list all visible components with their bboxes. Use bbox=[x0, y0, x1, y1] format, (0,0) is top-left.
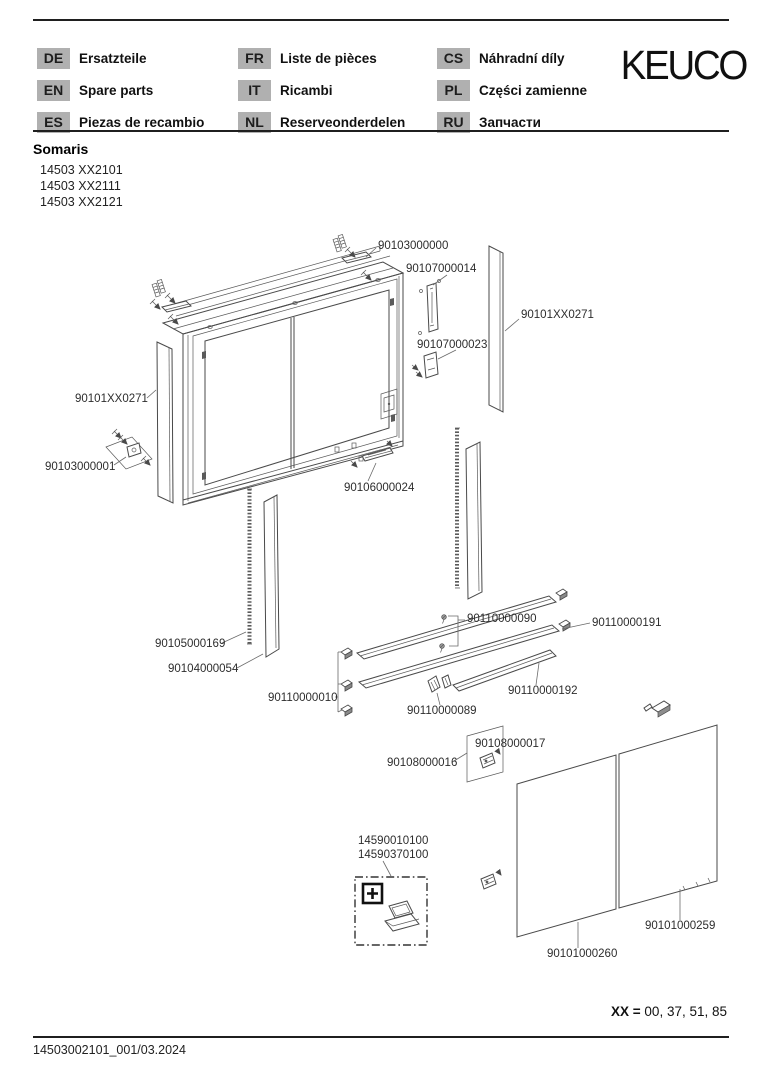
part-label-14590010100: 14590010100 bbox=[358, 835, 429, 847]
hinge-part-90107000014 bbox=[419, 275, 448, 335]
mirror-door-right bbox=[619, 725, 717, 908]
lang-tag-pl: PL bbox=[437, 80, 470, 101]
variants-values: 00, 37, 51, 85 bbox=[644, 1004, 727, 1019]
part-label-90107000023: 90107000023 bbox=[417, 339, 488, 351]
side-panel-left bbox=[147, 342, 173, 503]
lang-label-de: Ersatzteile bbox=[79, 50, 147, 66]
side-panel-right bbox=[489, 246, 519, 412]
model-code: 14503 XX2111 bbox=[40, 179, 121, 193]
anchor-sleeve-icon bbox=[332, 234, 347, 252]
lang-tag-de: DE bbox=[37, 48, 70, 69]
part-label-90108000017: 90108000017 bbox=[475, 738, 546, 750]
plus-icon bbox=[363, 884, 382, 903]
lang-tag-fr: FR bbox=[238, 48, 271, 69]
finish-variants bbox=[611, 1004, 727, 1019]
lang-label-pl: Części zamienne bbox=[479, 82, 588, 98]
lang-tag-it: IT bbox=[238, 80, 271, 101]
part-label-90110000192: 90110000192 bbox=[508, 685, 578, 697]
model-code: 14503 XX2101 bbox=[40, 163, 123, 177]
part-label-90110000010: 90110000010 bbox=[268, 692, 338, 704]
led-strip-left bbox=[247, 489, 252, 644]
led-strip-right bbox=[455, 428, 460, 588]
mirror-doors bbox=[517, 725, 717, 948]
lang-label-cs: Náhradní díly bbox=[479, 50, 565, 66]
bottom-border-rule bbox=[33, 1036, 729, 1038]
lang-tag-es: ES bbox=[37, 112, 70, 133]
part-label-90101XX0271-right: 90101XX0271 bbox=[521, 309, 594, 321]
part-label-90101XX0271-left: 90101XX0271 bbox=[75, 393, 148, 405]
part-label-14590370100: 14590370100 bbox=[358, 849, 429, 861]
cover-panel-right bbox=[466, 442, 482, 599]
lang-label-it: Ricambi bbox=[280, 82, 333, 98]
hinge-lower bbox=[481, 871, 501, 889]
variants-label: XX = bbox=[611, 1004, 641, 1019]
door-stop-parts bbox=[454, 726, 503, 782]
lang-label-fr: Liste de pièces bbox=[280, 50, 377, 66]
clamp-part-90107000023 bbox=[412, 350, 456, 378]
corner-bracket-doors bbox=[644, 701, 670, 717]
leader-90104000054 bbox=[237, 654, 263, 668]
product-name: Somaris bbox=[33, 141, 89, 157]
part-label-90106000024: 90106000024 bbox=[344, 482, 415, 494]
anchor-sleeve-icon bbox=[151, 279, 166, 297]
service-box bbox=[355, 861, 427, 945]
part-label-90107000014: 90107000014 bbox=[406, 263, 477, 275]
cover-panel-left bbox=[264, 495, 279, 657]
part-label-90110000191: 90110000191 bbox=[592, 617, 662, 629]
lang-tag-nl: NL bbox=[238, 112, 271, 133]
part-label-90101000259: 90101000259 bbox=[645, 920, 716, 932]
lang-tag-cs: CS bbox=[437, 48, 470, 69]
lang-tag-ru: RU bbox=[437, 112, 470, 133]
lang-label-es: Piezas de recambio bbox=[79, 114, 205, 130]
lang-label-ru: Запчасти bbox=[479, 114, 541, 130]
part-labels bbox=[45, 240, 715, 960]
mirror-door-left bbox=[517, 755, 616, 937]
part-label-90105000169: 90105000169 bbox=[155, 638, 226, 650]
lang-label-en: Spare parts bbox=[79, 82, 154, 98]
model-code: 14503 XX2121 bbox=[40, 195, 123, 209]
part-label-90101000260: 90101000260 bbox=[547, 948, 618, 960]
part-label-90110000089: 90110000089 bbox=[407, 705, 477, 717]
hinge-90108000016 bbox=[480, 750, 500, 768]
cabinet-body bbox=[163, 262, 403, 505]
part-label-90110000090: 90110000090 bbox=[467, 613, 537, 625]
lang-label-nl: Reserveonderdelen bbox=[280, 114, 406, 130]
leader-90105000169 bbox=[222, 632, 246, 643]
keuco-logo: KEUCO bbox=[620, 42, 746, 88]
document-id: 14503002101_001/03.2024 bbox=[33, 1043, 186, 1057]
mounting-rail-group bbox=[150, 234, 390, 324]
part-label-90104000054: 90104000054 bbox=[168, 663, 239, 675]
part-label-90108000016: 90108000016 bbox=[387, 757, 458, 769]
laptop-icon bbox=[385, 901, 419, 931]
part-label-90103000000: 90103000000 bbox=[378, 240, 449, 252]
lang-tag-en: EN bbox=[37, 80, 70, 101]
part-label-90103000001: 90103000001 bbox=[45, 461, 116, 473]
